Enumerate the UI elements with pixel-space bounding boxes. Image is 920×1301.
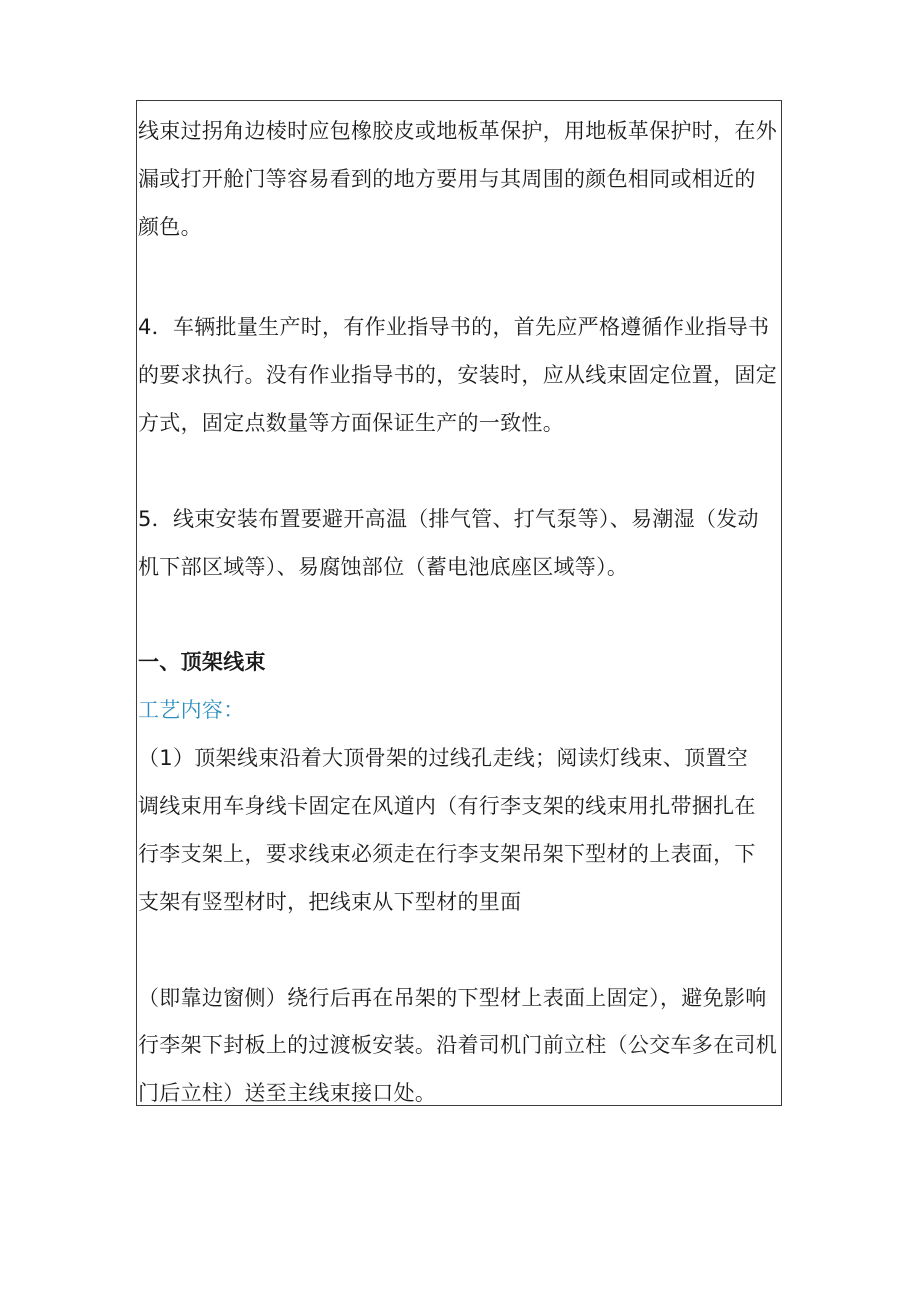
step-1-cont-line: 行李架下封板上的过渡板安装。沿着司机门前立柱（公交车多在司机 <box>138 1033 777 1057</box>
step-1-cont-line: 门后立柱）送至主线束接口处。 <box>138 1081 437 1105</box>
paragraph-5-line: 5．线束安装布置要避开高温（排气管、打气泵等）、易潮湿（发动 <box>138 507 759 531</box>
step-1-line: 行李支架上，要求线束必须走在行李支架吊架下型材的上表面，下 <box>138 842 756 866</box>
step-1-cont-line: （即靠边窗侧）绕行后再在吊架的下型材上表面上固定），避免影响 <box>138 986 767 1010</box>
section-heading: 一、顶架线束 <box>138 650 266 674</box>
paragraph-1-line: 漏或打开舱门等容易看到的地方要用与其周围的颜色相同或相近的 <box>138 167 756 191</box>
paragraph-4-line: 4．车辆批量生产时，有作业指导书的，首先应严格遵循作业指导书 <box>138 315 770 339</box>
craft-content-label: 工艺内容： <box>138 698 245 722</box>
step-1-line: 支架有竖型材时，把线束从下型材的里面 <box>138 890 522 914</box>
paragraph-5-line: 机下部区域等）、易腐蚀部位（蓄电池底座区域等）。 <box>138 555 629 579</box>
paragraph-4-line: 的要求执行。没有作业指导书的，安装时，应从线束固定位置，固定 <box>138 363 777 387</box>
paragraph-1-line: 线束过拐角边棱时应包橡胶皮或地板革保护，用地板革保护时，在外 <box>138 119 777 143</box>
paragraph-4-line: 方式，固定点数量等方面保证生产的一致性。 <box>138 411 564 435</box>
paragraph-1-line: 颜色。 <box>138 215 202 239</box>
step-1-line: 调线束用车身线卡固定在风道内（有行李支架的线束用扎带捆扎在 <box>138 794 756 818</box>
step-1-line: （1）顶架线束沿着大顶骨架的过线孔走线；阅读灯线束、顶置空 <box>138 746 749 770</box>
table-cell-border <box>136 100 782 1106</box>
